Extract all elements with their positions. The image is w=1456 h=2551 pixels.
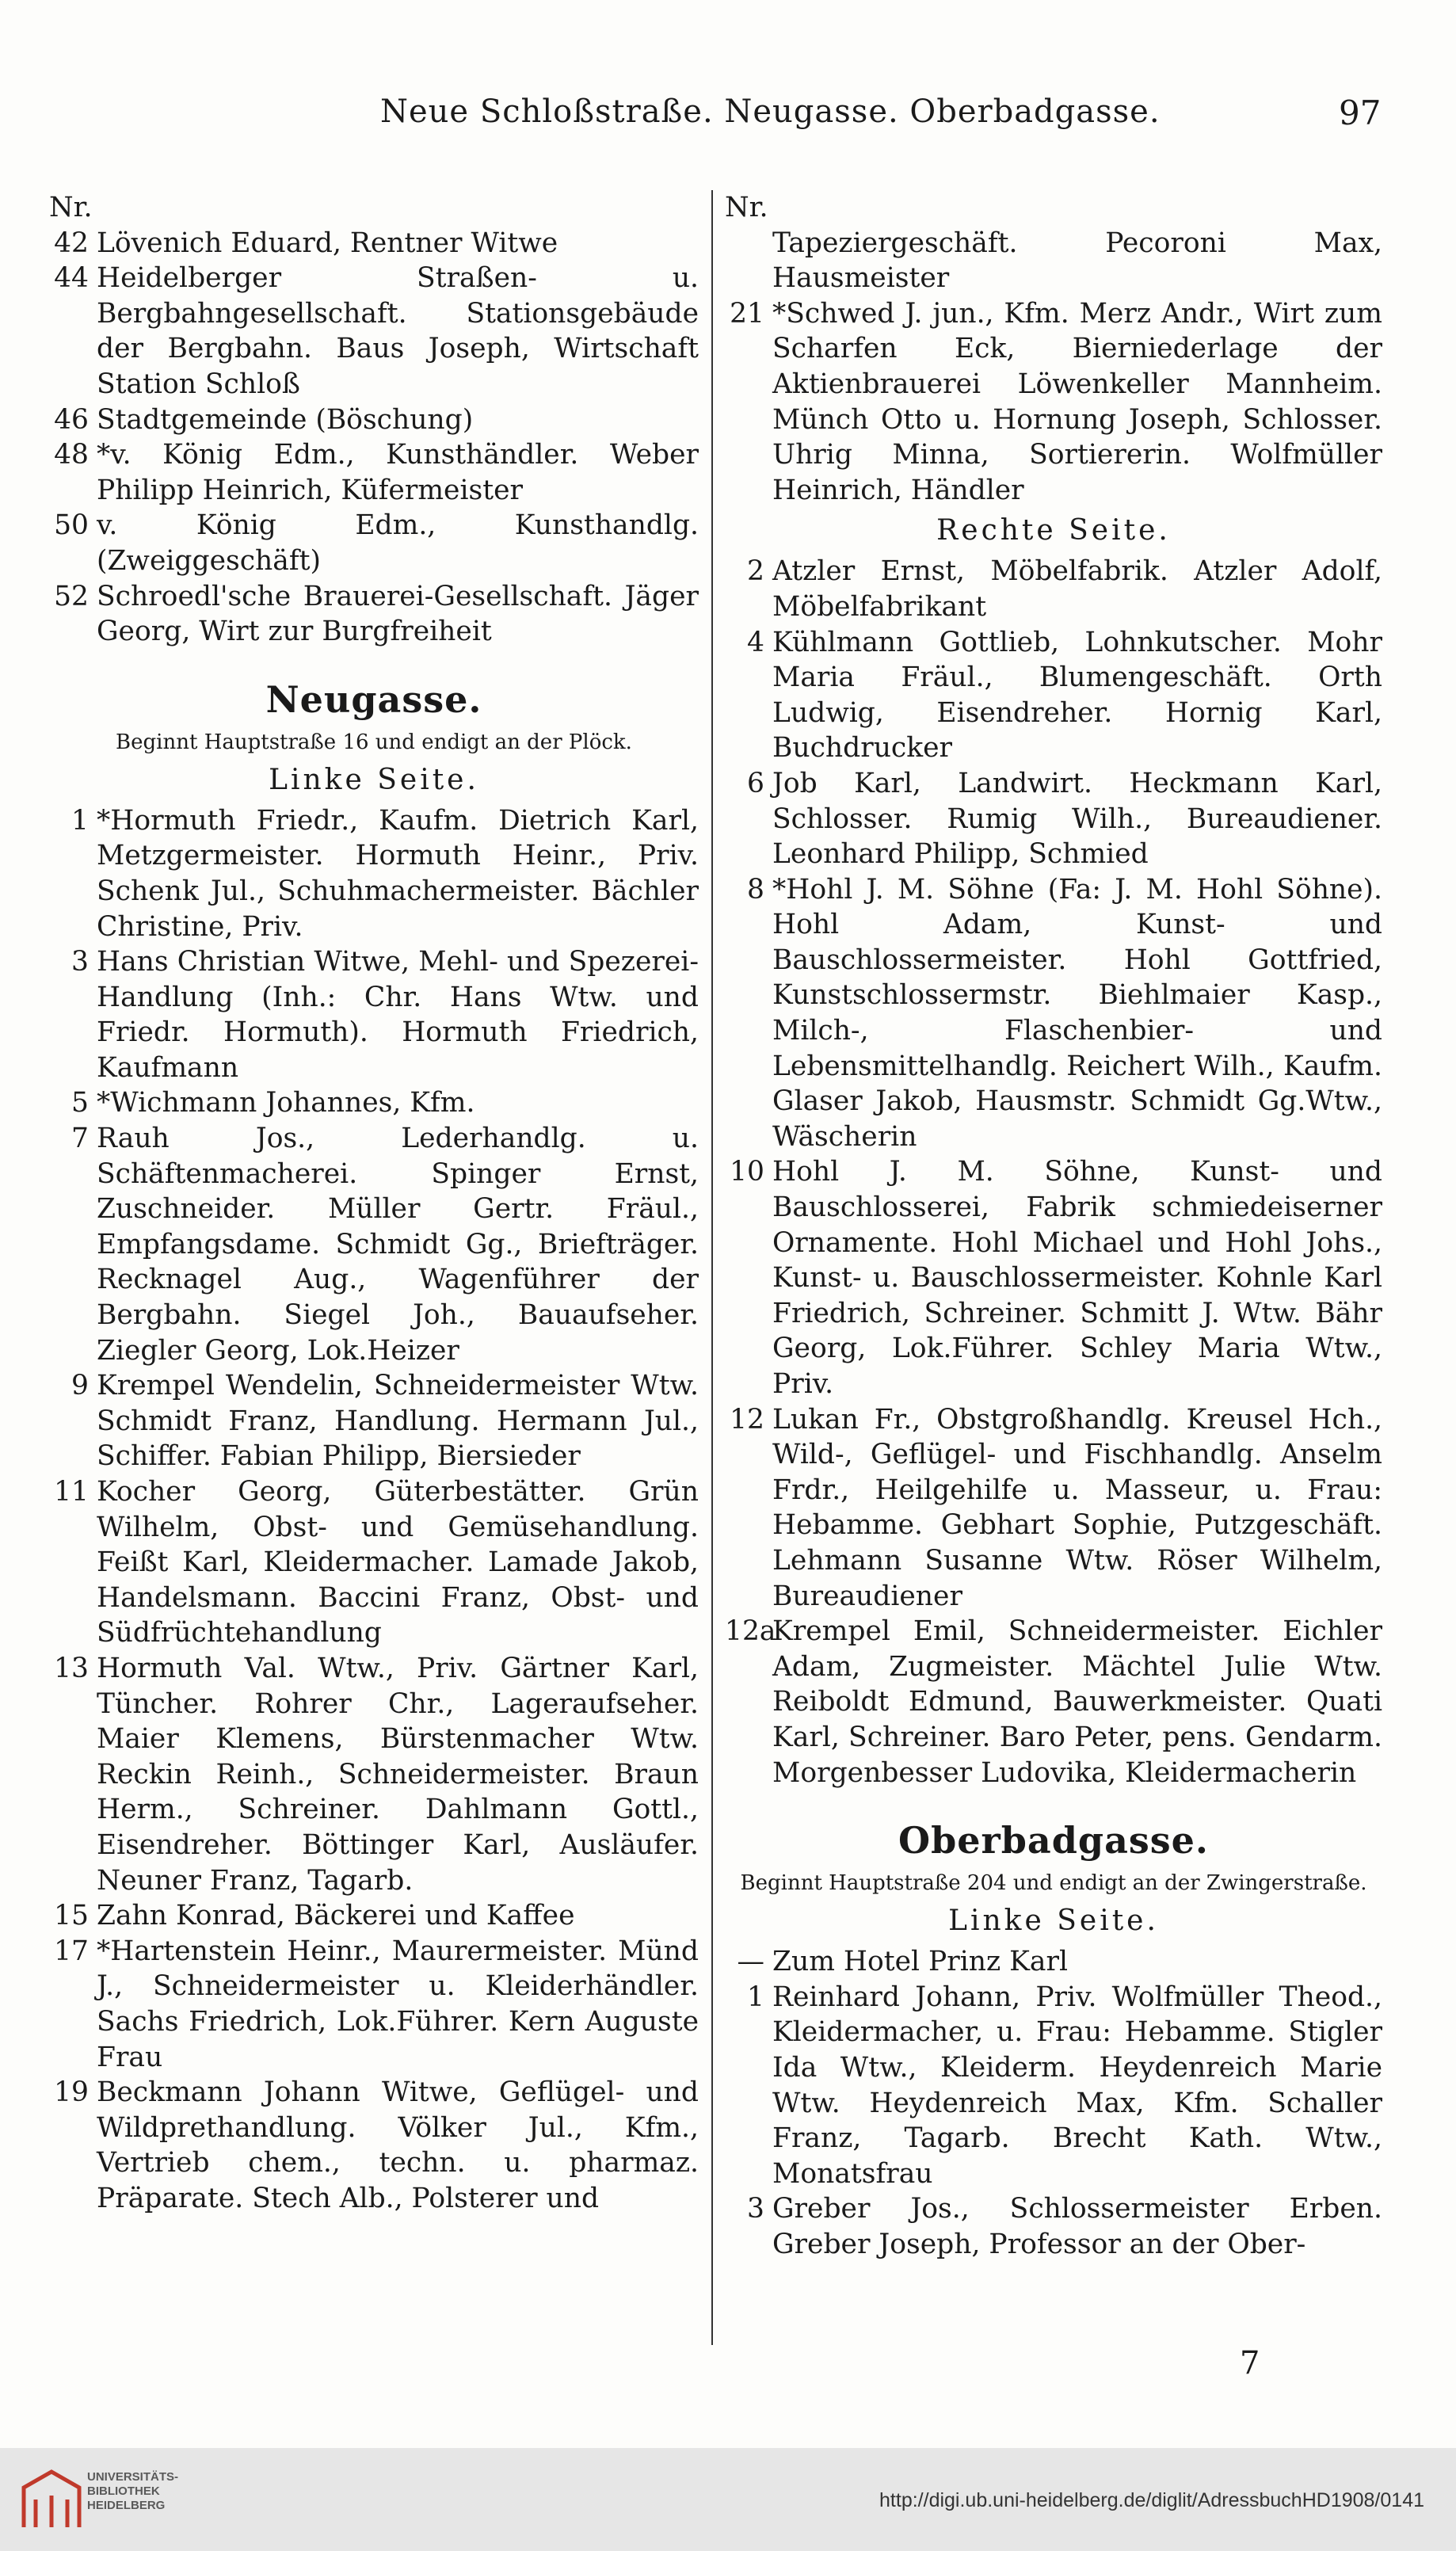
house-number: 46 — [54, 403, 89, 436]
entry-text: v. König Edm., Kunsthandlg. (Zweiggeschäft) — [97, 509, 699, 577]
house-number: 1 — [71, 804, 89, 837]
address-entry — [49, 1368, 699, 1474]
address-entry — [49, 944, 699, 1085]
side-heading: Rechte Seite. — [936, 514, 1171, 547]
entry-text: Krempel Emil, Schneidermeister. Eichler Adam, Zugmeister. Mächtel Julie Wtw. Reiboldt Edmund, Bauwerkmeister. Quati Karl, Schreiner. Baro Peter, pens. Gendarm. Morgenbesser Ludovika, Kleidermacherin — [772, 1615, 1382, 1789]
viewer-footer — [0, 2448, 1456, 2551]
entry-text: Hans Christian Witwe, Mehl- und Spezerei-Handlung (Inh.: Chr. Hans Wtw. und Friedr. Hormuth). Hormuth Friedrich, Kaufmann — [97, 946, 699, 1084]
house-number: 48 — [54, 439, 89, 471]
entry-list — [49, 226, 699, 650]
entry-text: Beckmann Johann Witwe, Geflügel- und Wildprethandlung. Völker Jul., Kfm., Vertrieb chem., techn. u. pharmaz. Präparate. Stech Alb., Polsterer und — [97, 2076, 699, 2214]
running-title: Neue Schloßstraße. Neugasse. Oberbadgasse. — [380, 93, 1161, 130]
house-number: 8 — [747, 873, 764, 906]
right-column — [725, 190, 1382, 2262]
address-entry — [49, 1085, 699, 1121]
house-number: 19 — [54, 2076, 89, 2109]
entry-text: Heidelberger Straßen- u. Bergbahngesellschaft. Stationsgebäude der Bergbahn. Baus Joseph, Wirtschaft Station Schloß — [97, 262, 699, 400]
house-number: 15 — [54, 1900, 89, 1932]
address-entry — [49, 402, 699, 438]
entry-text: Kocher Georg, Güterbestätter. Grün Wilhelm, Obst- und Gemüsehandlung. Feißt Karl, Kleidermacher. Lamade Jakob, Handelsmann. Baccini Franz, Obst- und Südfrüchtehandlung — [97, 1476, 699, 1649]
entry-text: Reinhard Johann, Priv. Wolfmüller Theod., Kleidermacher, u. Frau: Hebamme. Stigler Ida Wtw., Kleiderm. Heydenreich Marie Wtw. Heydenreich Max, Kfm. Schaller Franz, Tagarb. Brecht Kath. Wtw., Monatsfrau — [772, 1981, 1382, 2190]
house-number: 42 — [54, 227, 89, 259]
address-entry — [49, 1474, 699, 1651]
house-number: 4 — [747, 626, 764, 658]
entry-text: Schroedl'sche Brauerei-Gesellschaft. Jäger Georg, Wirt zur Burgfreiheit — [97, 580, 699, 648]
house-number: 21 — [730, 297, 764, 330]
section-subtitle: Beginnt Hauptstraße 16 und endigt an der Plöck. — [116, 730, 632, 754]
entry-text: Zum Hotel Prinz Karl — [772, 1946, 1068, 1978]
entry-text: Hohl J. M. Söhne, Kunst- und Bauschlosserei, Fabrik schmiedeiserner Ornamente. Hohl Michael und Hohl Johs., Kunst- u. Bauschlossermeister. Kohnle Karl Friedrich, Schreiner. Schmitt J. Wtw. Bähr Georg, Lok.Führer. Schley Maria Wtw., Priv. — [772, 1156, 1382, 1400]
house-number: 52 — [54, 580, 89, 612]
address-entry — [725, 872, 1382, 1155]
house-number: 11 — [54, 1476, 89, 1508]
entry-text: *Hohl J. M. Söhne (Fa: J. M. Hohl Söhne). Hohl Adam, Kunst- und Bauschlossermeister. Hohl Gottfried, Kunstschlossermstr. Biehlmaier Kasp., Milch-, Flaschenbier- und Lebensmittelhandlg. Reichert Wilh., Kaufm. Glaser Jakob, Hausmstr. Schmidt Gg.Wtw., Wäscherin — [772, 873, 1382, 1153]
address-entry — [49, 1934, 699, 2075]
house-number: 13 — [54, 1652, 89, 1684]
address-entry — [49, 437, 699, 508]
nr-label: Nr. — [725, 192, 768, 223]
address-entry — [49, 261, 699, 402]
house-number: 12 — [730, 1403, 764, 1436]
address-entry — [49, 1898, 699, 1934]
house-number: 3 — [747, 2193, 764, 2225]
house-number: 5 — [71, 1087, 89, 1119]
house-number: 2 — [747, 555, 764, 588]
section-title: Neugasse. — [265, 677, 482, 721]
signature-mark: 7 — [1240, 2345, 1260, 2381]
entry-text: Atzler Ernst, Möbelfabrik. Atzler Adolf, Möbelfabrikant — [772, 555, 1382, 623]
side-heading: Linke Seite. — [948, 1905, 1159, 1938]
entry-text: *Schwed J. jun., Kfm. Merz Andr., Wirt zum Scharfen Eck, Bierniederlage der Aktienbrauerei Löwenkeller Mannheim. Münch Otto u. Hornung Joseph, Schlosser. Uhrig Minna, Sortiererin. Wolfmüller Heinrich, Händler — [772, 297, 1382, 506]
address-entry — [49, 226, 699, 261]
entry-list — [725, 554, 1382, 1790]
house-number: 17 — [54, 1935, 89, 1967]
house-number: 10 — [730, 1156, 764, 1188]
address-entry — [49, 1651, 699, 1898]
address-entry — [725, 766, 1382, 872]
address-entry — [725, 625, 1382, 766]
entry-text: Hormuth Val. Wtw., Priv. Gärtner Karl, Tüncher. Rohrer Chr., Lageraufseher. Maier Klemens, Bürstenmacher Wtw. Reckin Reinh., Schneidermeister. Braun Herm., Schreiner. Dahlmann Gottl., Eisendreher. Böttinger Karl, Ausläufer. Neuner Franz, Tagarb. — [97, 1652, 699, 1897]
entry-list — [725, 1944, 1382, 2262]
address-entry — [49, 508, 699, 578]
entry-text: *v. König Edm., Kunsthändler. Weber Philipp Heinrich, Küfermeister — [97, 439, 699, 506]
house-number: 3 — [71, 946, 89, 978]
entry-text: Kühlmann Gottlieb, Lohnkutscher. Mohr Maria Fräul., Blumengeschäft. Orth Ludwig, Eisendreher. Hornig Karl, Buchdrucker — [772, 626, 1382, 765]
address-entry — [49, 579, 699, 650]
house-number: 50 — [54, 509, 89, 542]
house-number: — — [737, 1946, 764, 1978]
side-heading: Linke Seite. — [269, 763, 479, 796]
address-entry — [49, 2075, 699, 2216]
left-column — [49, 190, 699, 2216]
entry-text: Job Karl, Landwirt. Heckmann Karl, Schlosser. Rumig Wilh., Bureaudiener. Leonhard Philipp, Schmied — [772, 767, 1382, 871]
entry-text: Lukan Fr., Obstgroßhandlg. Kreusel Hch., Wild-, Geflügel- und Fischhandlg. Anselm Frdr., Heilgehilfe u. Masseur, u. Frau: Hebamme. Gebhart Sophie, Putzgeschäft. Lehmann Susanne Wtw. Röser Wilhelm, Bureaudiener — [772, 1403, 1382, 1612]
address-entry — [725, 554, 1382, 624]
entry-text: Rauh Jos., Lederhandlg. u. Schäftenmacherei. Spinger Ernst, Zuschneider. Müller Gertr. Fräul., Empfangsdame. Schmidt Gg., Briefträger. Recknagel Aug., Wagenführer der Bergbahn. Siegel Joh., Bauaufseher. Ziegler Georg, Lok.Heizer — [97, 1123, 699, 1367]
entry-text: *Hormuth Friedr., Kaufm. Dietrich Karl, Metzgermeister. Hormuth Heinr., Priv. Schenk Jul., Schuhmachermeister. Bächler Christine, Priv. — [97, 804, 699, 943]
address-entry — [49, 1121, 699, 1368]
nr-label: Nr. — [49, 192, 93, 223]
page-header — [0, 93, 1456, 149]
house-number: 44 — [54, 262, 89, 295]
address-entry — [725, 2191, 1382, 2262]
entry-text: *Hartenstein Heinr., Maurermeister. Münd J., Schneidermeister u. Kleiderhändler. Sachs Friedrich, Lok.Führer. Kern Auguste Frau — [97, 1935, 699, 2073]
entry-text: Lövenich Eduard, Rentner Witwe — [97, 227, 558, 259]
address-entry — [725, 1402, 1382, 1615]
entry-list — [49, 803, 699, 2217]
library-name: UNIVERSITÄTS- BIBLIOTHEK HEIDELBERG — [87, 2470, 179, 2512]
section-title: Oberbadgasse. — [898, 1819, 1209, 1863]
entry-text: Tapeziergeschäft. Pecoroni Max, Hausmeister — [772, 227, 1382, 295]
column-divider — [711, 190, 713, 2345]
house-number: 6 — [747, 767, 764, 799]
address-entry — [725, 1944, 1382, 1980]
house-number: 9 — [71, 1370, 89, 1402]
house-number: 7 — [71, 1123, 89, 1155]
university-library-logo-icon — [16, 2464, 87, 2535]
entry-text: Greber Jos., Schlossermeister Erben. Greber Joseph, Professor an der Ober- — [772, 2193, 1382, 2260]
section-subtitle: Beginnt Hauptstraße 204 und endigt an der Zwingerstraße. — [740, 1871, 1367, 1896]
entry-text: Zahn Konrad, Bäckerei und Kaffee — [97, 1900, 575, 1932]
source-url[interactable]: http://digi.ub.uni-heidelberg.de/diglit/AdressbuchHD1908/0141 — [879, 2489, 1424, 2511]
house-number: 1 — [747, 1981, 764, 2013]
house-number: 12a — [725, 1615, 776, 1648]
continued-entry — [725, 226, 1382, 296]
page-number: 97 — [1339, 93, 1382, 132]
address-entry — [725, 1154, 1382, 1401]
entry-text: *Wichmann Johannes, Kfm. — [97, 1087, 475, 1119]
address-entry — [725, 1980, 1382, 2192]
entry-text: Krempel Wendelin, Schneidermeister Wtw. Schmidt Franz, Handlung. Hermann Jul., Schiffer. Fabian Philipp, Biersieder — [97, 1370, 699, 1473]
address-entry — [49, 803, 699, 944]
entry-text: Stadtgemeinde (Böschung) — [97, 403, 474, 436]
address-entry — [725, 296, 1382, 509]
address-entry — [725, 1614, 1382, 1790]
